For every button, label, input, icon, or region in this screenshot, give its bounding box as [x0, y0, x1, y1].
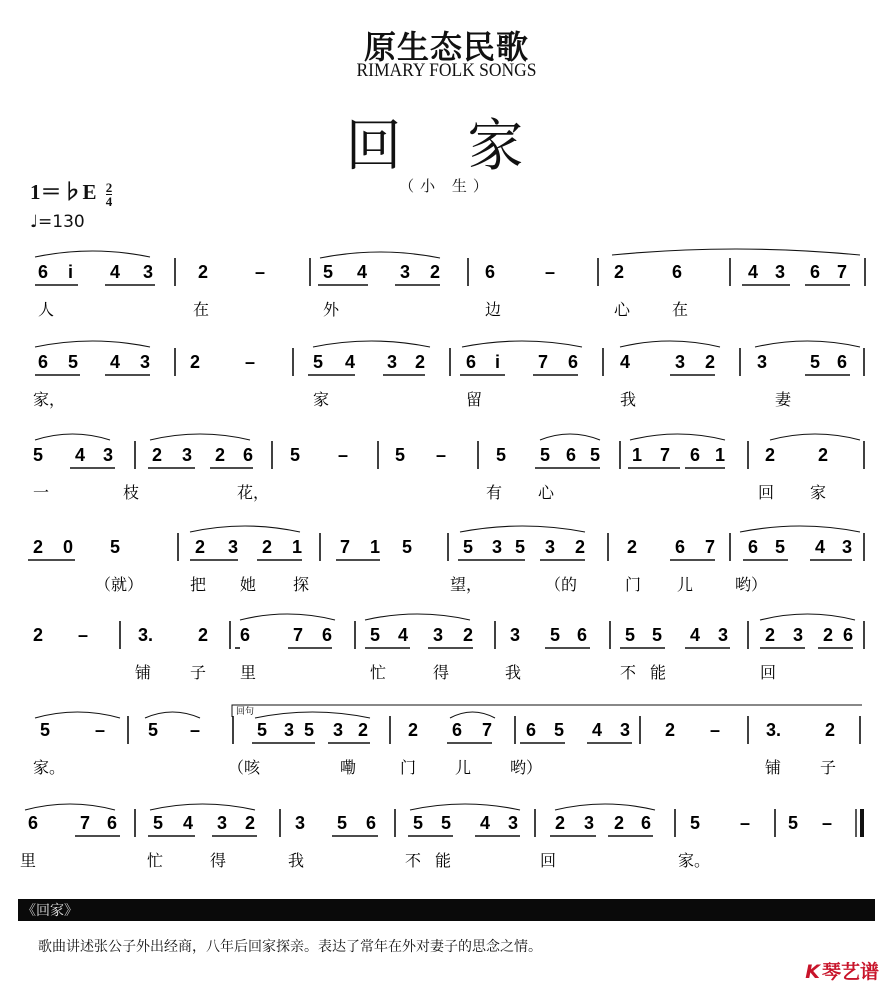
note: 3	[433, 625, 444, 645]
lyric-syllable: 人	[38, 300, 55, 319]
note: 2	[198, 625, 209, 645]
series-title-cn: 原生态民歌	[363, 28, 529, 66]
lyric-syllable: 家	[313, 390, 330, 409]
slur	[145, 712, 200, 718]
time-numerator: 2	[105, 179, 113, 195]
note: 6	[837, 352, 848, 372]
note: 3	[143, 262, 154, 282]
note: 6	[675, 537, 686, 557]
slur	[35, 712, 120, 718]
song-genre: （小 生）	[399, 177, 494, 195]
note: 2	[825, 720, 836, 740]
note: 5	[775, 537, 786, 557]
lyric-syllable: 儿	[677, 575, 694, 594]
note: 2	[33, 537, 44, 557]
note: –	[740, 813, 751, 833]
slur	[320, 252, 440, 258]
note: 7	[293, 625, 304, 645]
note: 6	[38, 262, 49, 282]
logo-icon: K	[805, 961, 820, 983]
note: 7	[482, 720, 493, 740]
note: 6	[843, 625, 854, 645]
lyric-syllable: 铺	[765, 758, 782, 777]
note: 2	[555, 813, 566, 833]
caption-bar	[18, 899, 875, 921]
note: 3	[333, 720, 344, 740]
slur	[630, 434, 725, 440]
note: 3	[284, 720, 295, 740]
lyric-syllable: 回	[540, 851, 557, 870]
note: 0	[63, 537, 74, 557]
note: 6	[466, 352, 477, 372]
note: 6	[810, 262, 821, 282]
lyric-syllable: 枝	[123, 483, 140, 502]
lyric-syllable: 不	[620, 663, 637, 682]
note: –	[710, 720, 721, 740]
note: 6	[526, 720, 537, 740]
note: 1	[370, 537, 381, 557]
note: –	[338, 445, 349, 465]
note: 7	[837, 262, 848, 282]
note: 3	[842, 537, 853, 557]
note: 3	[103, 445, 114, 465]
note: 5	[33, 445, 44, 465]
note: 7	[660, 445, 671, 465]
note: –	[255, 262, 266, 282]
note: 2	[195, 537, 206, 557]
lyric-syllable: 心	[538, 483, 555, 502]
note: 5	[153, 813, 164, 833]
note: 5	[810, 352, 821, 372]
note: 2	[575, 537, 586, 557]
lyric-syllable: 里	[240, 663, 257, 682]
note: –	[436, 445, 447, 465]
slur	[740, 526, 860, 532]
note: 6	[322, 625, 333, 645]
logo-text: 琴艺谱	[821, 961, 879, 983]
note: 5	[550, 625, 561, 645]
note: 4	[398, 625, 409, 645]
note: 5	[40, 720, 51, 740]
tempo-marking: ♩=130	[30, 212, 85, 232]
note: 5	[370, 625, 381, 645]
caption-tag: 《回家》	[22, 903, 78, 919]
lyric-syllable: 回	[760, 663, 777, 682]
slur	[150, 434, 250, 440]
slur	[770, 434, 860, 440]
note: 6	[485, 262, 496, 282]
note: 5	[148, 720, 159, 740]
note: 6	[672, 262, 683, 282]
lyric-syllable: 我	[288, 851, 305, 870]
lyric-syllable: （就）	[95, 575, 144, 594]
note: 2	[190, 352, 201, 372]
note: 3.	[138, 625, 154, 645]
lyric-syllable: 有	[486, 483, 503, 502]
note: 7	[705, 537, 716, 557]
slur	[25, 804, 115, 810]
lyric-syllable: 哟）	[735, 575, 768, 594]
note: 5	[515, 537, 526, 557]
note: 5	[652, 625, 663, 645]
lyric-syllable: 把	[190, 575, 207, 594]
slur	[190, 526, 300, 532]
note: –	[95, 720, 106, 740]
note: 7	[340, 537, 351, 557]
lyric-syllable: 家。	[678, 851, 711, 870]
note: 6	[366, 813, 377, 833]
note: 3	[295, 813, 306, 833]
note: 2	[614, 262, 625, 282]
lyric-syllable: 在	[672, 300, 689, 319]
note: 4	[345, 352, 356, 372]
lyric-syllable: 留	[466, 390, 483, 409]
note: 5	[441, 813, 452, 833]
lyric-syllable: 得	[210, 851, 227, 870]
slur	[540, 434, 600, 440]
note: i	[495, 352, 501, 372]
lyric-syllable: （的	[545, 575, 578, 594]
note: 5	[413, 813, 424, 833]
note: 3	[492, 537, 503, 557]
note: 3.	[766, 720, 782, 740]
lyric-syllable: 得	[433, 663, 450, 682]
lyric-syllable: 忙	[370, 663, 387, 682]
note: 3	[228, 537, 239, 557]
note: 3	[757, 352, 768, 372]
key-text: 1＝♭E	[30, 180, 97, 204]
note: –	[245, 352, 256, 372]
lyric-syllable: （咳	[228, 758, 261, 777]
note: 3	[675, 352, 686, 372]
note: 2	[358, 720, 369, 740]
note: –	[545, 262, 556, 282]
note: 5	[402, 537, 413, 557]
slur	[620, 341, 720, 347]
note: 5	[690, 813, 701, 833]
note: 4	[748, 262, 759, 282]
note: 2	[818, 445, 829, 465]
slur	[450, 712, 495, 718]
lyric-syllable: 子	[190, 663, 207, 682]
note: 5	[304, 720, 315, 740]
note: 4	[110, 352, 121, 372]
lyric-syllable: 花，	[237, 483, 270, 502]
note: 5	[395, 445, 406, 465]
lyric-syllable: 哟）	[510, 758, 543, 777]
note: 5	[290, 445, 301, 465]
site-logo	[805, 957, 879, 984]
note: 5	[110, 537, 121, 557]
note: 1	[292, 537, 303, 557]
slur	[313, 341, 430, 347]
slur	[612, 249, 860, 255]
slur	[35, 341, 150, 347]
slur	[150, 804, 255, 810]
note: 3	[793, 625, 804, 645]
note: 2	[463, 625, 474, 645]
slur	[462, 341, 582, 347]
note: 2	[262, 537, 273, 557]
note: 6	[38, 352, 49, 372]
note: 4	[110, 262, 121, 282]
note: 3	[217, 813, 228, 833]
note: 2	[765, 625, 776, 645]
note: –	[78, 625, 89, 645]
note: 1	[715, 445, 726, 465]
note: 2	[765, 445, 776, 465]
lyric-syllable: 子	[820, 758, 837, 777]
slur	[760, 614, 855, 620]
note: 4	[815, 537, 826, 557]
note: 4	[357, 262, 368, 282]
note: 5	[788, 813, 799, 833]
lyric-syllable: 家。	[33, 758, 66, 777]
lyric-syllable: 她	[240, 575, 257, 594]
note: 6	[577, 625, 588, 645]
note: 4	[183, 813, 194, 833]
lyric-syllable: 心	[614, 300, 631, 319]
time-denominator: 4	[105, 193, 113, 209]
note: i	[68, 262, 74, 282]
note: 3	[584, 813, 595, 833]
note: 6	[748, 537, 759, 557]
slur	[755, 341, 860, 347]
note: 2	[823, 625, 834, 645]
lyric-syllable: 门	[400, 758, 417, 777]
lyric-syllable: 我	[505, 663, 522, 682]
lyric-syllable: 边	[485, 300, 502, 319]
note: 6	[243, 445, 254, 465]
volta-bracket	[232, 705, 862, 717]
lyric-syllable: 妻	[775, 390, 792, 409]
slur	[555, 804, 655, 810]
note: 2	[627, 537, 638, 557]
note: 2	[665, 720, 676, 740]
lyric-syllable: 在	[193, 300, 210, 319]
volta-label: 回句	[236, 707, 255, 717]
note: 6	[690, 445, 701, 465]
note: 2	[430, 262, 441, 282]
note: 6	[452, 720, 463, 740]
note: –	[822, 813, 833, 833]
note: 3	[387, 352, 398, 372]
note: 5	[540, 445, 551, 465]
note: 3	[400, 262, 411, 282]
song-title: 回 家	[345, 114, 548, 179]
lyric-syllable: 回	[758, 483, 775, 502]
lyric-syllable: 铺	[135, 663, 152, 682]
slur	[365, 614, 470, 620]
note: 4	[75, 445, 86, 465]
lyric-syllable: 望，	[450, 575, 483, 594]
note: 5	[68, 352, 79, 372]
slur	[240, 614, 335, 620]
note: 5	[496, 445, 507, 465]
note: 4	[620, 352, 631, 372]
lyric-syllable: 嘞	[340, 758, 357, 777]
lyric-syllable: 门	[625, 575, 642, 594]
note: 2	[415, 352, 426, 372]
note: 7	[538, 352, 549, 372]
note: 2	[198, 262, 209, 282]
song-description: 歌曲讲述张公子外出经商，八年后回家探亲。表达了常年在外对妻子的思念之情。	[38, 939, 542, 955]
note: 2	[245, 813, 256, 833]
slur	[255, 712, 370, 718]
note: 3	[182, 445, 193, 465]
note: 3	[510, 625, 521, 645]
lyric-syllable: 家	[810, 483, 827, 502]
note: 3	[620, 720, 631, 740]
lyric-syllable: 能	[435, 851, 452, 870]
note: 5	[313, 352, 324, 372]
note: 1	[632, 445, 643, 465]
note: 6	[641, 813, 652, 833]
lyric-syllable: 儿	[455, 758, 472, 777]
lyric-syllable: 不	[405, 851, 422, 870]
note: 3	[775, 262, 786, 282]
note: 5	[337, 813, 348, 833]
note: 4	[592, 720, 603, 740]
note: 2	[33, 625, 44, 645]
slur	[35, 251, 150, 257]
note: 3	[718, 625, 729, 645]
note: 3	[140, 352, 151, 372]
lyric-syllable: 外	[323, 300, 340, 319]
note: 5	[554, 720, 565, 740]
note: 5	[323, 262, 334, 282]
note: 6	[240, 625, 251, 645]
note: –	[190, 720, 201, 740]
note: 2	[705, 352, 716, 372]
note: 6	[566, 445, 577, 465]
note: 2	[614, 813, 625, 833]
note: 7	[80, 813, 91, 833]
lyric-syllable: 一	[33, 483, 50, 502]
note: 3	[508, 813, 519, 833]
note: 5	[625, 625, 636, 645]
note: 6	[107, 813, 118, 833]
lyric-syllable: 里	[20, 851, 37, 870]
note: 5	[463, 537, 474, 557]
series-title-en: RIMARY FOLK SONGS	[356, 60, 537, 81]
note: 4	[480, 813, 491, 833]
note: 2	[152, 445, 163, 465]
note: 2	[408, 720, 419, 740]
note: 6	[568, 352, 579, 372]
lyric-syllable: 忙	[147, 851, 164, 870]
note: 3	[545, 537, 556, 557]
note: 5	[590, 445, 601, 465]
slur	[35, 434, 110, 440]
slur	[410, 804, 520, 810]
note: 5	[257, 720, 268, 740]
note: 6	[28, 813, 39, 833]
note: 4	[690, 625, 701, 645]
slur	[460, 526, 585, 532]
lyric-syllable: 我	[620, 390, 637, 409]
note: 2	[215, 445, 226, 465]
lyric-syllable: 能	[650, 663, 667, 682]
lyric-syllable: 探	[293, 575, 310, 594]
lyric-syllable: 家，	[33, 390, 66, 409]
